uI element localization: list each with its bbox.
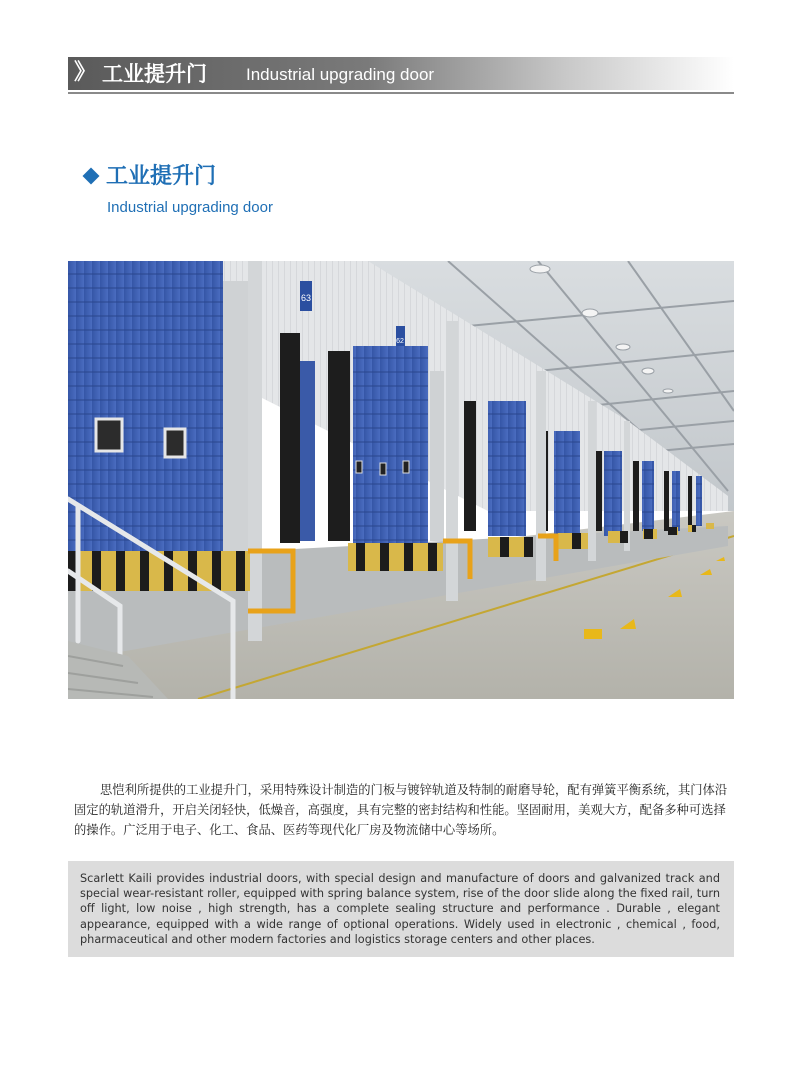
chevron-icon: 》 (74, 60, 91, 85)
header-divider (68, 92, 734, 94)
description-en: Scarlett Kaili provides industrial doors, with special design and manufacture of doors and galvanized track and special wear-resistant roller, equipped with spring balance system, rise of the door slide along the fixed rail, turn off light, low noise , high strength, has a complete sealing structure and performance . Durable , elegant appearance, equipped with a wide range of optional operations. Widely used in electronic , chemical , food, pharmaceutical and other modern factories and logistics storage centers and other places. (80, 872, 720, 946)
section-title-en: Industrial upgrading door (107, 199, 273, 216)
diamond-bullet-icon (83, 168, 100, 185)
section-title-cn: 工业提升门 (106, 164, 217, 189)
dock-number-62: 62 (396, 338, 404, 345)
header-title-en: Industrial upgrading door (246, 65, 435, 84)
header-title-cn: 工业提升门 (102, 62, 207, 86)
description-cn: 思恺利所提供的工业提升门，采用特殊设计制造的门板与镀锌轨道及特制的耐磨导轮，配有弹簧平衡系统，其门体沿固定的轨道滑升，开启关闭轻快，低燥音，高强度，具有完整的密封结构和性能。坚固耐用，美观大方，配备多种可选择的操作。广泛用于电子、化工、食品、医药等现代化厂房及物流储中心等场所。 (74, 783, 728, 837)
dock-number-63: 63 (300, 293, 312, 303)
loading-dock-photo (68, 261, 734, 699)
